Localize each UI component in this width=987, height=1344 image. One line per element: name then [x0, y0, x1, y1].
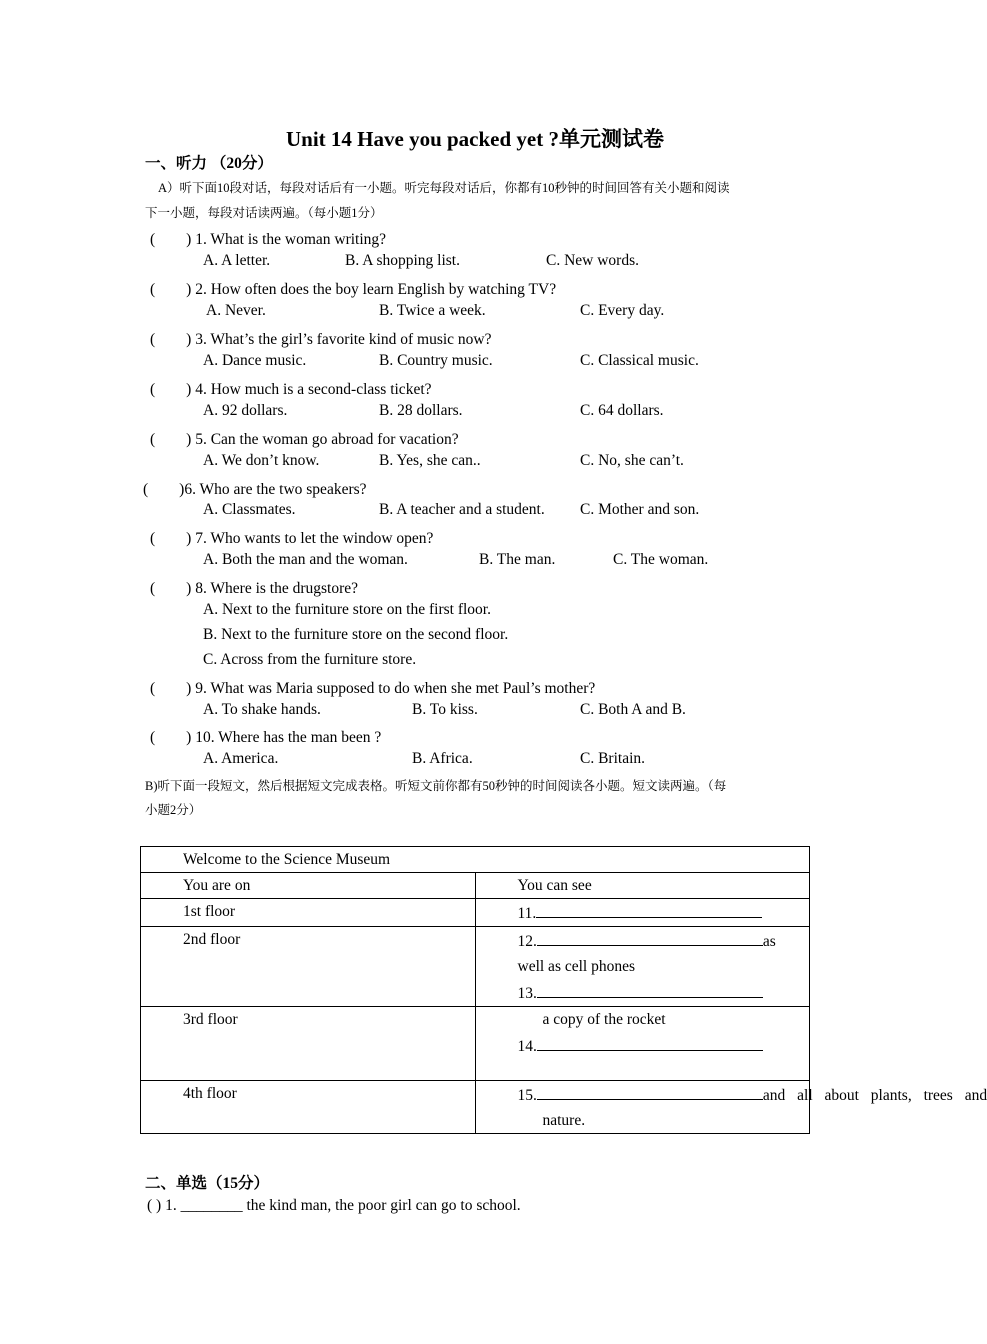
part-a-instruction-line1: A）听下面10段对话，每段对话后有一小题。听完每段对话后，你都有10秒钟的时间回答有关小题和阅读: [158, 181, 730, 195]
option-a: A. 92 dollars.: [203, 402, 288, 419]
option-a: A. Dance music.: [203, 352, 307, 369]
cell-text: a copy of the rocket: [542, 1011, 666, 1028]
blank-number: 11.: [517, 905, 537, 922]
blank-number: 12.: [517, 933, 537, 950]
option-b: B. Yes, she can..: [379, 452, 481, 469]
option-b: B. A shopping list.: [345, 252, 460, 269]
table-row: [141, 1007, 810, 1081]
section-heading-listening: 一、听力 （20分）: [145, 155, 273, 172]
blank-number: 13.: [517, 985, 537, 1002]
floor-cell: 2nd floor: [141, 927, 476, 1007]
option-b: B. Africa.: [412, 750, 473, 767]
option-c: C. Mother and son.: [580, 501, 700, 518]
floor-cell: 1st floor: [141, 899, 476, 927]
blank-number: 15.: [517, 1087, 537, 1104]
question-stem: ( ) 3. What’s the girl’s favorite kind of music now?: [150, 331, 492, 348]
question-stem: ( ) 5. Can the woman go abroad for vacation?: [150, 431, 459, 448]
answer-blank-12[interactable]: [537, 927, 763, 946]
option-b: B. The man.: [479, 551, 556, 568]
option-c: C. No, she can’t.: [580, 452, 684, 469]
option-c: C. 64 dollars.: [580, 402, 664, 419]
table-row: [141, 899, 810, 927]
question-stem: ( ) 7. Who wants to let the window open?: [150, 530, 434, 547]
cell-text: as well as cell phones: [517, 933, 776, 975]
blank-number: 14.: [517, 1038, 537, 1055]
question-stem: ( ) 10. Where has the man been ?: [150, 729, 382, 746]
table-row: [141, 927, 810, 1007]
table-column-header-row: [141, 873, 810, 899]
see-cell: [475, 927, 810, 1007]
option-a: A. Next to the furniture store on the first floor.: [203, 601, 491, 618]
option-a: A. America.: [203, 750, 279, 767]
option-c: C. Classical music.: [580, 352, 699, 369]
part-a-instruction-line2: 下一小题，每段对话读两遍。（每小题1分）: [145, 206, 383, 220]
question-stem: ( ) 1. What is the woman writing?: [150, 231, 387, 248]
question-stem: ( ) 9. What was Maria supposed to do when she met Paul’s mother?: [150, 680, 596, 697]
option-c: C. The woman.: [613, 551, 709, 568]
see-cell: [475, 1081, 987, 1134]
column-header-see: You can see: [475, 873, 810, 899]
part-b-instruction-line1: B)听下面一段短文，然后根据短文完成表格。听短文前你都有50秒钟的时间阅读各小题。短文读两遍。（每: [145, 779, 727, 793]
question-stem: ( ) 2. How often does the boy learn English by watching TV?: [150, 281, 557, 298]
see-cell: [475, 899, 810, 927]
option-c: C. Every day.: [580, 302, 665, 319]
option-a: A. Classmates.: [203, 501, 296, 518]
part-b-instruction-line2: 小题2分）: [145, 803, 202, 817]
floor-cell: 4th floor: [141, 1081, 476, 1134]
page-title: Unit 14 Have you packed yet ?单元测试卷: [286, 127, 664, 151]
table-row: [141, 1081, 810, 1134]
option-b: B. Twice a week.: [379, 302, 486, 319]
section-heading-single-choice: 二、单选（15分）: [145, 1175, 270, 1192]
question-stem: ( ) 8. Where is the drugstore?: [150, 580, 359, 597]
option-a: A. Never.: [206, 302, 266, 319]
option-b: B. A teacher and a student.: [379, 501, 545, 518]
option-a: A. Both the man and the woman.: [203, 551, 408, 568]
answer-blank-15[interactable]: [537, 1081, 763, 1100]
answer-blank-13[interactable]: [537, 979, 763, 998]
option-b: B. 28 dollars.: [379, 402, 463, 419]
option-c: C. Across from the furniture store.: [203, 651, 417, 668]
science-museum-table: [140, 846, 987, 1134]
option-a: A. A letter.: [203, 252, 271, 269]
option-c: C. Both A and B.: [580, 701, 686, 718]
option-b: B. Next to the furniture store on the second floor.: [203, 626, 509, 643]
option-a: A. We don’t know.: [203, 452, 320, 469]
option-b: B. To kiss.: [412, 701, 478, 718]
question-stem: ( )6. Who are the two speakers?: [143, 481, 367, 498]
floor-cell: 3rd floor: [141, 1007, 476, 1081]
option-c: C. Britain.: [580, 750, 646, 767]
table-header-row: [141, 847, 810, 873]
cell-text: and all about plants, trees and: [762, 1087, 987, 1104]
column-header-floor: You are on: [141, 873, 476, 899]
option-b: B. Country music.: [379, 352, 493, 369]
see-cell: [475, 1007, 810, 1081]
question-stem: ( ) 4. How much is a second-class ticket?: [150, 381, 432, 398]
option-a: A. To shake hands.: [203, 701, 321, 718]
question-stem: ( ) 1. ________ the kind man, the poor girl can go to school.: [147, 1197, 521, 1214]
answer-blank-14[interactable]: [537, 1032, 763, 1051]
option-c: C. New words.: [546, 252, 639, 269]
answer-blank-11[interactable]: [536, 899, 762, 918]
cell-text: nature.: [542, 1112, 586, 1129]
table-title: Welcome to the Science Museum: [141, 847, 810, 873]
